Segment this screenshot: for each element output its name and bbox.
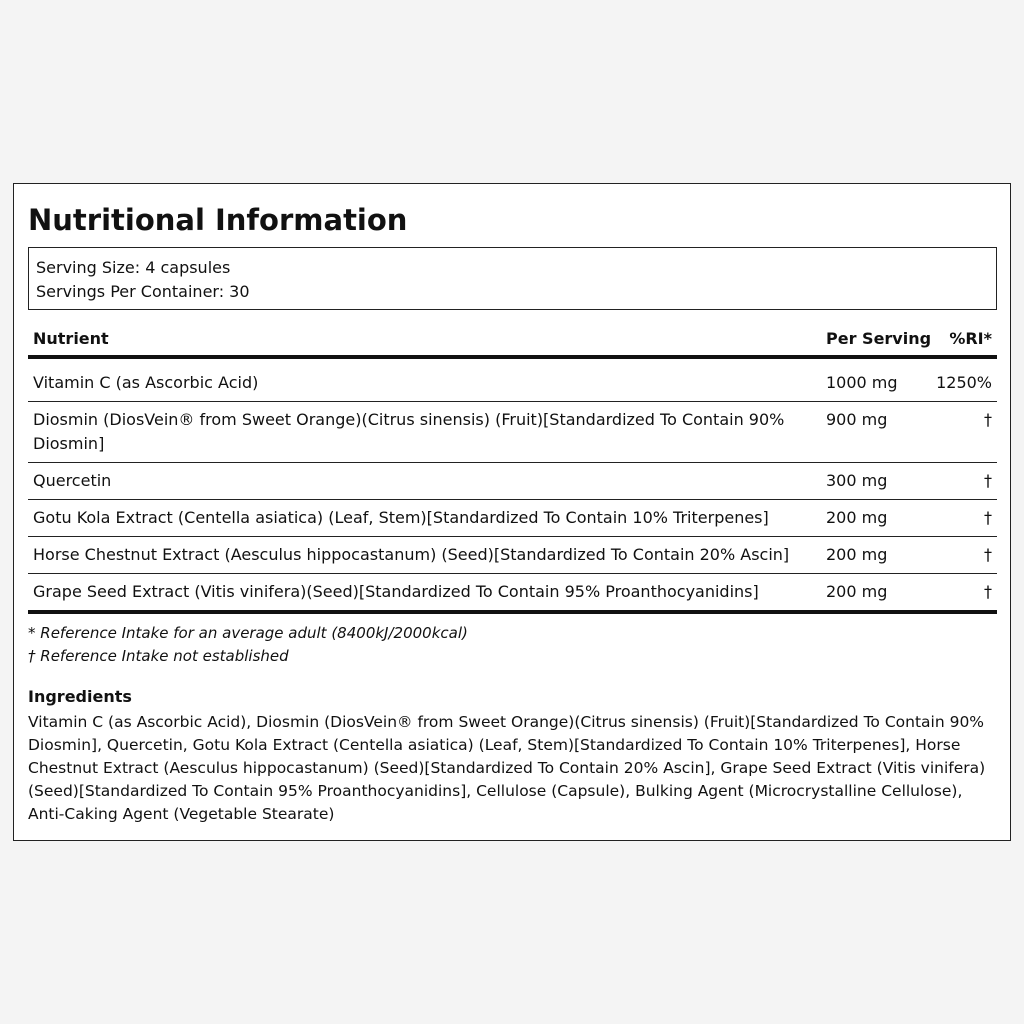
nutrient-name: Vitamin C (as Ascorbic Acid) bbox=[33, 373, 259, 392]
nutrient-amount: 900 mg bbox=[826, 410, 888, 429]
table-header bbox=[28, 323, 997, 359]
header-ri: %RI* bbox=[949, 329, 992, 348]
table-row bbox=[28, 463, 997, 500]
nutrient-ri: † bbox=[984, 508, 992, 527]
footnote-ri-not-established: † Reference Intake not established bbox=[28, 647, 289, 665]
nutrient-ri: † bbox=[984, 582, 992, 601]
table-row bbox=[28, 500, 997, 537]
table-body bbox=[28, 359, 997, 614]
nutrient-name: Quercetin bbox=[33, 471, 112, 490]
table-row bbox=[28, 402, 997, 463]
ingredients-heading: Ingredients bbox=[28, 687, 132, 706]
table-row bbox=[28, 359, 997, 402]
nutrient-name: Diosmin (DiosVein® from Sweet Orange)(Citrus sinensis) (Fruit)[Standardized To Contain 90% Diosmin] bbox=[33, 410, 785, 453]
nutrient-amount: 200 mg bbox=[826, 582, 888, 601]
nutrient-amount: 300 mg bbox=[826, 471, 888, 490]
nutrient-table bbox=[28, 323, 997, 614]
page-title: Nutritional Information bbox=[28, 203, 408, 237]
nutrient-name: Horse Chestnut Extract (Aesculus hippocastanum) (Seed)[Standardized To Contain 20% Ascin] bbox=[33, 545, 790, 564]
nutrient-amount: 200 mg bbox=[826, 508, 888, 527]
nutrition-panel bbox=[13, 183, 1011, 841]
ingredients-text: Vitamin C (as Ascorbic Acid), Diosmin (DiosVein® from Sweet Orange)(Citrus sinensis) (Fruit)[Standardized To Contain 90% Diosmin], Quercetin, Gotu Kola Extract (Centella asiatica) (Leaf, Stem)[Standardized To Contain 10% Triterpenes], Horse Chestnut Extract (Aesculus hippocastanum) (Seed)[Standardized To Contain 20% Ascin], Grape Seed Extract (Vitis vinifera)(Seed)[Standardized To Contain 95% Proanthocyanidins], Cellulose (Capsule), Bulking Agent (Microcrystalline Cellulose), Anti-Caking Agent (Vegetable Stearate) bbox=[28, 713, 986, 823]
serving-size: Serving Size: 4 capsules bbox=[36, 258, 231, 277]
nutrient-name: Grape Seed Extract (Vitis vinifera)(Seed)[Standardized To Contain 95% Proanthocyanidins] bbox=[33, 582, 759, 601]
header-per-serving: Per Serving bbox=[826, 329, 932, 348]
nutrient-ri: 1250% bbox=[936, 373, 992, 392]
nutrient-amount: 1000 mg bbox=[826, 373, 898, 392]
table-row bbox=[28, 574, 997, 610]
nutrient-amount: 200 mg bbox=[826, 545, 888, 564]
servings-per-container: Servings Per Container: 30 bbox=[36, 282, 250, 301]
nutrient-name: Gotu Kola Extract (Centella asiatica) (Leaf, Stem)[Standardized To Contain 10% Triterpenes] bbox=[33, 508, 769, 527]
footnote-ri-reference: * Reference Intake for an average adult (8400kJ/2000kcal) bbox=[28, 624, 468, 642]
nutrient-ri: † bbox=[984, 471, 992, 490]
header-nutrient: Nutrient bbox=[33, 329, 109, 348]
nutrient-ri: † bbox=[984, 410, 992, 429]
serving-info-box bbox=[28, 247, 997, 310]
table-row bbox=[28, 537, 997, 574]
nutrient-ri: † bbox=[984, 545, 992, 564]
footnotes bbox=[28, 622, 468, 668]
